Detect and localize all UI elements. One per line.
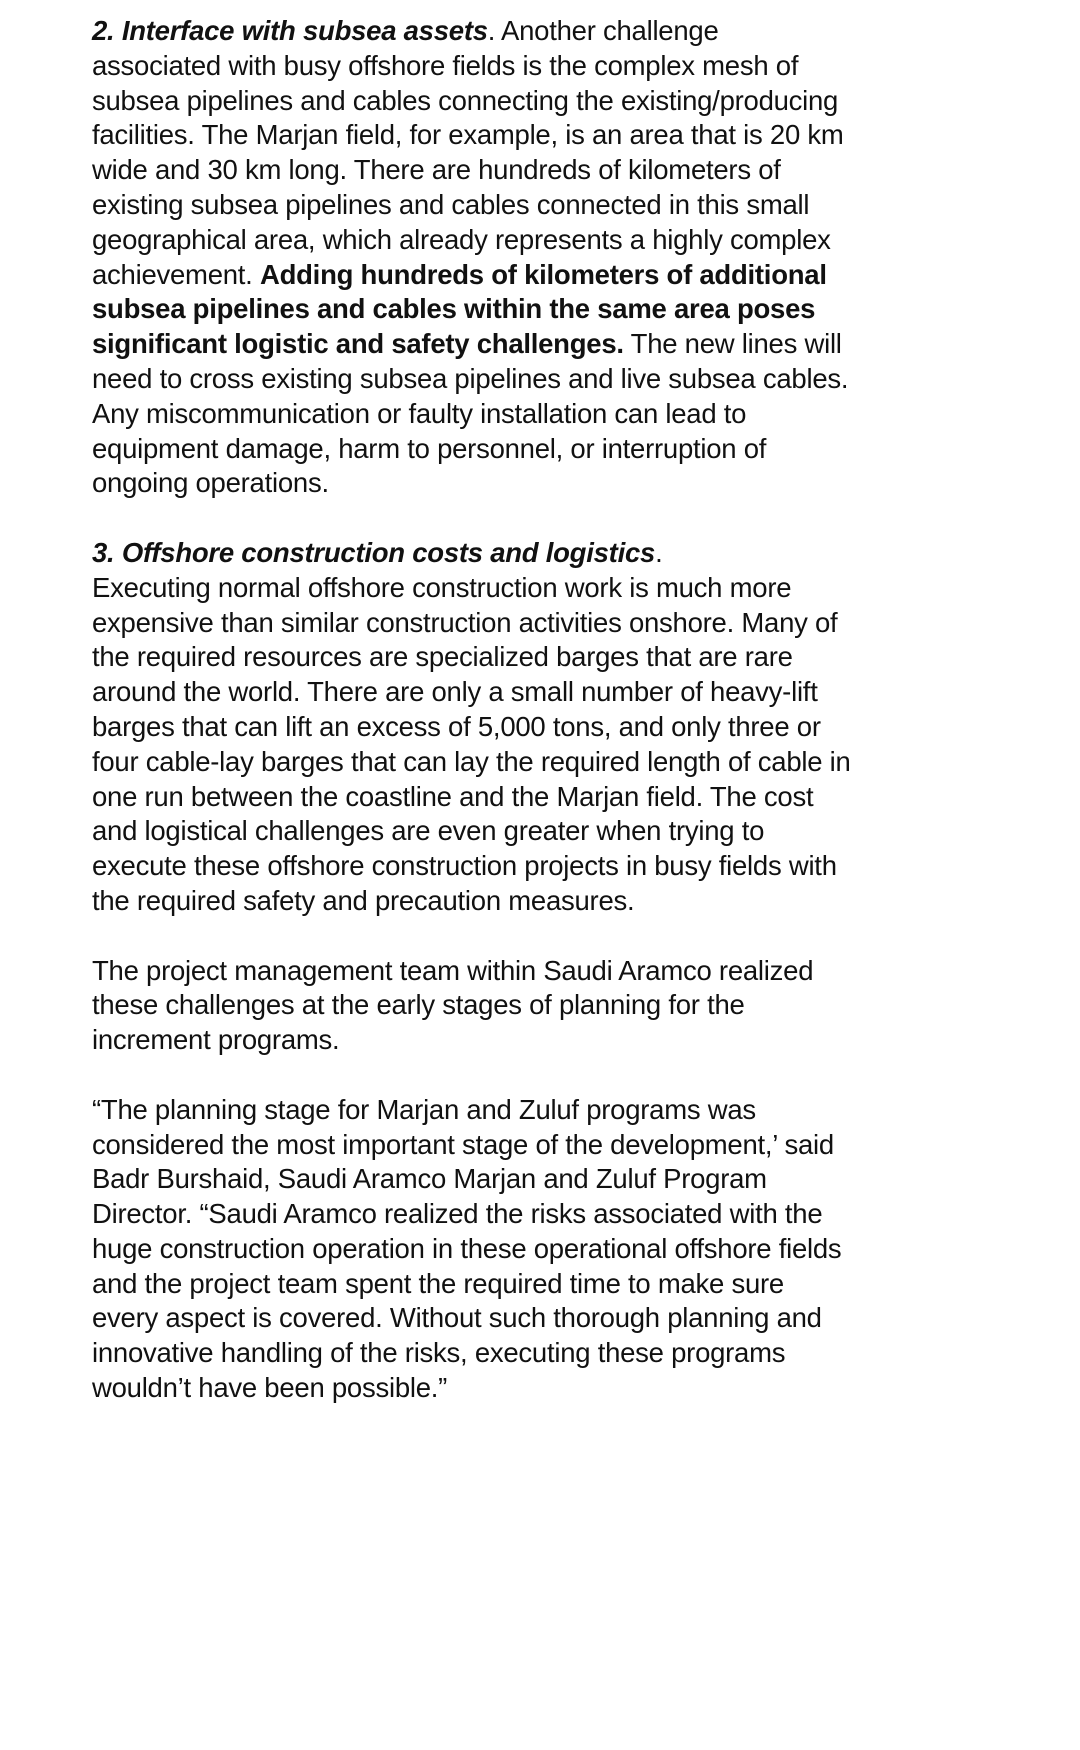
section-body-outro: The new lines will need to cross existing subsea pipelines and live subsea cables. Any miscommunication or faulty installation can lead to equipment damage, harm to personnel, or interruption of ongoing operations. xyxy=(92,328,849,499)
section-heading-punctuation: . xyxy=(487,15,496,46)
paragraph-team-realization: The project management team within Saudi Aramco realized these challenges at the early stages of planning for the increment programs. xyxy=(92,954,814,1056)
section-heading-punctuation: . xyxy=(655,536,663,568)
section-offshore-construction-costs xyxy=(92,536,852,919)
section-interface-subsea-assets xyxy=(92,14,852,501)
section-body-intro: Another challenge associated with busy offshore fields is the complex mesh of subsea pipelines and cables connecting the existing/producing facilities. The Marjan field, for example, is an area that is 20 km wide and 30 km long. There are hundreds of kilometers of existing subsea pipelines and cables connected in this small geographical area, which already represents a highly complex achievement. xyxy=(92,15,844,290)
section-body-emphasis: Adding hundreds of kilometers of additional subsea pipelines and cables within the same area poses significant logistic and safety challenges. xyxy=(92,258,827,360)
section-body: Executing normal offshore construction work is much more expensive than similar construction activities onshore. Many of the required resources are specialized barges that are rare around the world. There are only a small number of heavy-lift barges that can lift an excess of 5,000 tons, and only three or four cable-lay barges that can lay the required length of cable in one run between the coastline and the Marjan field. The cost and logistical challenges are even greater when trying to execute these offshore construction projects in busy fields with the required safety and precaution measures. xyxy=(92,571,851,916)
paragraph-director-quote: “The planning stage for Marjan and Zuluf programs was considered the most important stage of the development,’ said Badr Burshaid, Saudi Aramco Marjan and Zuluf Program Director. “Saudi Aramco realized the risks associated with the huge construction operation in these operational offshore fields and the project team spent the required time to make sure every aspect is covered. Without such thorough planning and innovative handling of the risks, executing these programs wouldn’t have been possible.” xyxy=(92,1093,842,1404)
section-heading: 2. Interface with subsea assets xyxy=(92,15,488,46)
article-body xyxy=(92,14,852,1441)
section-heading: 3. Offshore construction costs and logistics xyxy=(92,536,656,568)
